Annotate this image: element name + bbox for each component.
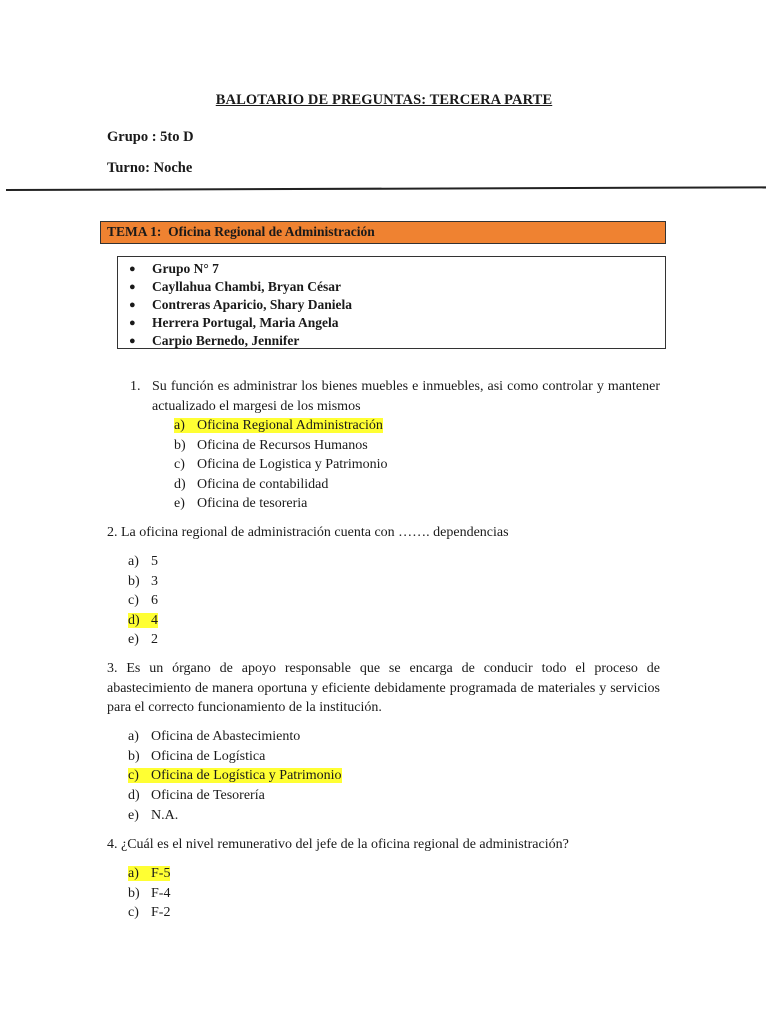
option-text: Oficina de tesoreria	[197, 496, 308, 511]
option-letter: d)	[128, 788, 140, 804]
answer-option-content	[128, 788, 265, 803]
answer-option-content	[174, 477, 328, 492]
option-letter: e)	[128, 807, 139, 823]
correct-answer-highlight	[128, 866, 170, 881]
option-text: Oficina de contabilidad	[197, 476, 329, 492]
correct-answer-highlight	[128, 768, 342, 783]
option-text: Oficina de Recursos Humanos	[197, 437, 368, 453]
option-letter: d)	[174, 476, 186, 492]
option-text: Oficina de Abastecimiento	[151, 729, 301, 744]
option-letter: d)	[128, 612, 140, 628]
option-text: N.A.	[151, 807, 179, 823]
answer-option-content	[128, 574, 158, 589]
answer-option-content	[128, 886, 170, 901]
answer-option	[174, 436, 368, 456]
group-member-text: Herrera Portugal, Maria Angela	[152, 315, 339, 330]
question-1	[130, 377, 660, 416]
answer-option	[128, 766, 342, 786]
option-text: Oficina de Tesorería	[151, 788, 265, 804]
option-text: F-4	[151, 885, 171, 901]
answer-option	[128, 552, 158, 572]
option-letter: b)	[128, 748, 140, 764]
answer-option	[128, 903, 170, 923]
correct-answer-highlight	[174, 418, 383, 433]
bullet-icon: ●	[129, 317, 136, 329]
group-member-text: Grupo N° 7	[152, 261, 219, 276]
option-letter: b)	[128, 573, 140, 589]
answer-option-content	[128, 593, 158, 608]
option-letter: c)	[128, 905, 139, 920]
topic-title: Oficina Regional de Administración	[168, 224, 375, 239]
group-info: Grupo : 5to D	[107, 129, 194, 145]
question-1-text: Su función es administrar los bienes muebles e inmuebles, asi como controlar y mantener actualizado el margesi de los mismos	[152, 379, 660, 414]
option-text: F-2	[151, 905, 171, 920]
answer-option	[128, 806, 178, 826]
option-text: F-5	[151, 866, 171, 881]
group-member-item	[118, 332, 665, 350]
answer-option	[128, 727, 300, 747]
answer-option	[128, 786, 265, 806]
option-letter: e)	[174, 496, 185, 511]
answer-option-content	[128, 729, 300, 744]
option-letter: a)	[128, 866, 139, 881]
answer-option-content	[128, 808, 178, 823]
answer-option-content	[174, 496, 307, 511]
group-member-item	[118, 260, 665, 278]
group-member-item	[118, 314, 665, 332]
option-letter: a)	[128, 554, 139, 569]
answer-option-content	[128, 749, 265, 764]
group-member-text: Carpio Bernedo, Jennifer	[152, 333, 300, 348]
group-member-item	[118, 296, 665, 314]
option-text: Oficina de Logística y Patrimonio	[151, 768, 342, 784]
answer-option	[128, 884, 170, 904]
bullet-icon: ●	[129, 299, 136, 311]
option-text: Oficina de Logistica y Patrimonio	[197, 457, 388, 472]
question-3-text: 3. Es un órgano de apoyo responsable que se encarga de conducir todo el proceso de abastecimiento de manera oportuna y eficiente debidamente programada de materiales y servicios para el correcto funcionamiento de la institución.	[107, 661, 660, 715]
answer-option	[128, 611, 158, 631]
topic-label: TEMA 1:	[107, 224, 162, 239]
correct-answer-highlight	[128, 613, 158, 628]
answer-option	[128, 591, 158, 611]
option-letter: a)	[174, 418, 185, 433]
answer-option	[128, 864, 170, 884]
option-letter: c)	[174, 457, 185, 472]
answer-option-content	[128, 632, 158, 647]
answer-option	[174, 455, 388, 475]
answer-option	[174, 475, 328, 495]
answer-option-content	[128, 905, 170, 920]
answer-option	[174, 416, 383, 436]
question-1-number: 1.	[130, 379, 141, 394]
bullet-icon: ●	[129, 281, 136, 293]
answer-option	[174, 494, 307, 514]
topic-banner	[100, 221, 666, 244]
document-title: BALOTARIO DE PREGUNTAS: TERCERA PARTE	[215, 92, 553, 108]
bullet-icon: ●	[129, 335, 136, 347]
group-member-text: Contreras Aparicio, Shary Daniela	[152, 297, 352, 312]
answer-option-content	[128, 554, 158, 569]
answer-option	[128, 572, 158, 592]
option-text: 2	[151, 632, 158, 647]
answer-option-content	[174, 438, 368, 453]
option-text: Oficina de Logística	[151, 748, 266, 764]
option-letter: a)	[128, 729, 139, 744]
answer-option-content	[174, 457, 388, 472]
option-letter: c)	[128, 593, 139, 608]
option-text: 6	[151, 593, 158, 608]
option-text: Oficina Regional Administración	[197, 418, 383, 433]
bullet-icon: ●	[129, 263, 136, 275]
horizontal-divider	[6, 186, 766, 191]
option-letter: e)	[128, 632, 139, 647]
answer-option	[128, 630, 158, 650]
question-4-text: 4. ¿Cuál es el nivel remunerativo del jefe de la oficina regional de administración?	[107, 837, 569, 852]
option-text: 5	[151, 554, 158, 569]
question-2-text: 2. La oficina regional de administración cuenta con ……. dependencias	[107, 525, 509, 540]
group-member-text: Cayllahua Chambi, Bryan César	[152, 279, 342, 294]
option-text: 4	[151, 612, 158, 628]
group-member-item	[118, 278, 665, 296]
option-letter: b)	[174, 437, 186, 453]
option-text: 3	[151, 573, 158, 589]
option-letter: b)	[128, 885, 140, 901]
answer-option	[128, 747, 265, 767]
group-members-list	[118, 260, 665, 350]
option-letter: c)	[128, 768, 139, 784]
shift-info: Turno: Noche	[107, 160, 193, 176]
group-members-box	[117, 256, 666, 349]
